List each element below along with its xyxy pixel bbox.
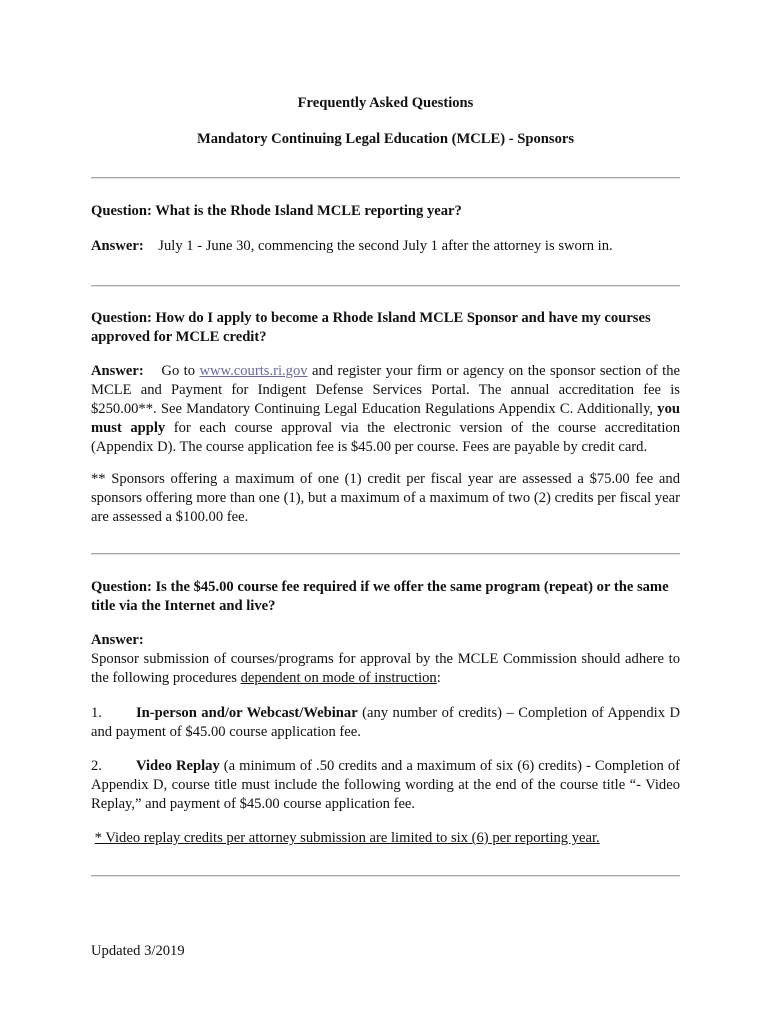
divider <box>91 553 680 555</box>
note-text: * Video replay credits per attorney submission are limited to six (6) per reporting year. <box>94 830 600 846</box>
item-text: (a minimum of .50 credits and a maximum of six (6) credits) - Completion of Appendix D, course title must include the following wording at the end of the course title “- Video Replay,” and payment of $45.00 course application fee. <box>91 758 680 812</box>
faq-3-answer-label <box>91 631 680 650</box>
answer-emphasis: you must apply <box>91 401 680 436</box>
answer-label: Answer: <box>91 632 144 648</box>
item-number: 1. <box>91 705 102 721</box>
item-number: 2. <box>91 758 102 774</box>
item-heading: In-person and/or Webcast/Webinar <box>136 705 358 721</box>
answer-text: and register your firm or agency on the sponsor section of the MCLE and Payment for Indigent Defense Services Portal. The annual accreditation fee is $250.00**. See Mandatory Continuing Legal Education Regulations Appendix C. Additionally, <box>91 363 681 417</box>
answer-label: Answer: <box>91 238 144 254</box>
updated-date: Updated 3/2019 <box>91 943 185 959</box>
item-heading: Video Replay <box>136 758 220 774</box>
answer-text: Go to <box>161 363 196 379</box>
faq-2-answer <box>91 362 680 457</box>
faq-2-question: Question: How do I apply to become a Rhode Island MCLE Sponsor and have my courses approved for MCLE credit? <box>91 310 651 345</box>
fee-footnote: ** Sponsors offering a maximum of one (1) credit per fiscal year are assessed a $75.00 fee and sponsors offering more than one (1), but a maximum of a maximum of two (2) credits per fiscal year are assessed a $100.00 fee. <box>91 471 680 525</box>
answer-text: for each course approval via the electronic version of the course accreditation (Appendix D). The course application fee is $45.00 per course. Fees are payable by credit card. <box>91 420 680 455</box>
faq-3-intro <box>91 650 680 688</box>
courts-website-link[interactable]: www.courts.ri.gov <box>199 363 308 379</box>
video-replay-note <box>91 829 680 848</box>
faq-1-question: Question: What is the Rhode Island MCLE reporting year? <box>91 203 462 219</box>
list-item <box>91 704 680 742</box>
divider <box>91 875 680 877</box>
page-subtitle: Mandatory Continuing Legal Education (MCLE) - Sponsors <box>196 131 575 147</box>
divider <box>91 285 680 287</box>
faq-1-answer <box>91 237 680 256</box>
intro-punct: : <box>436 670 441 686</box>
item-text: (any number of credits) – Completion of Appendix D and payment of $45.00 course application fee. <box>91 705 680 740</box>
list-item <box>91 757 680 814</box>
page-title: Frequently Asked Questions <box>297 95 474 111</box>
divider <box>91 177 680 179</box>
document-page <box>91 0 680 1024</box>
answer-label: Answer: <box>91 363 144 379</box>
intro-underlined: dependent on mode of instruction <box>240 670 437 686</box>
answer-text: July 1 - June 30, commencing the second July 1 after the attorney is sworn in. <box>158 238 613 254</box>
intro-text: Sponsor submission of courses/programs for approval by the MCLE Commission should adhere to the following procedures <box>91 651 680 686</box>
faq-3-question: Question: Is the $45.00 course fee required if we offer the same program (repeat) or the same title via the Internet and live? <box>91 579 669 614</box>
